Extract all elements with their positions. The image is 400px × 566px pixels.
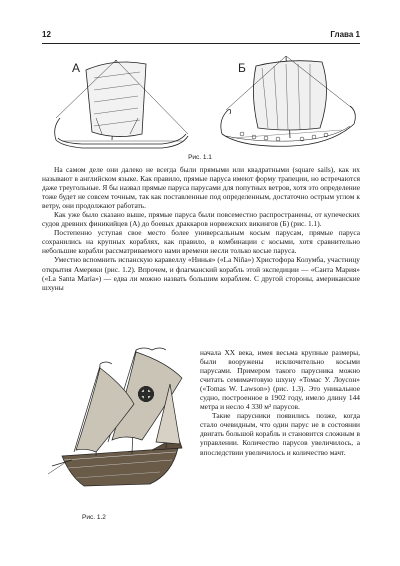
right-column-text <box>200 348 360 457</box>
paragraph: Постепенно уступая свое место более универсальным косым парусам, прямые паруса сохранились на крупных кораблях, как правило, в комбинации с косыми, хотя сравнительно небольшие корабли рассматриваемого нами времени несли только косые паруса. <box>42 228 360 256</box>
cross-emblem-icon <box>138 386 154 402</box>
paragraph: Как уже было сказано выше, прямые паруса были повсеместно распространены, от купеческих судов древних финикийцев (А) до боевых драккаров норвежских викингов (Б) (рис. 1.1). <box>42 210 360 229</box>
main-text <box>42 165 360 292</box>
paragraph: Такие парусники появились позже, когда стало очевидным, что один парус не в состоянии двигать большой корабль и становится сложным в управлении. Количество парусов увеличилось, а впоследствии увеличилось и количество мачт. <box>200 411 360 457</box>
paragraph: На самом деле они далеко не всегда были прямыми или квадратными (square sails), как их называют в английском языке. Как правило, прямые паруса имеют форму трапеции, но встречаются даже треугольные. Я бы назвал прямые паруса парусами для попутных ветров, хотя это определение тоже будет не совсем точным, так как поставленные под определенным, достаточно острым углом к ветру, они продолжают работать. <box>42 165 360 211</box>
paragraph: начала XX века, имея весьма крупные размеры, были вооружены исключительно косыми парусами. Примером такого парусника можно считать семимачтовую шхуну «Томас У. Лоусон» («Tomas W. Lawson») (рис. 1.3). Это уникальное судно, построенное в 1902 году, имело длину 144 метра и несло 4 330 м² парусов. <box>200 348 360 412</box>
running-header <box>42 30 360 42</box>
paragraph: Уместно вспомнить испанскую каравеллу «Нинья» («La Niña») Христофора Колумба, участницу открытия Америки (рис. 1.2). Впрочем, и флагманский корабль этой экспедиции — «Санта Мария» («La Santa María») — едва ли можно назвать большим кораблем. С другой стороны, американские шхуны <box>42 255 360 292</box>
chapter-title: Глава 1 <box>330 30 360 39</box>
page-number: 12 <box>42 30 51 39</box>
header-rule <box>42 43 360 44</box>
figure-1-1-ship-drawings <box>42 48 360 152</box>
figure-1-1-caption: Рис. 1.1 <box>188 154 212 161</box>
figure-1-2-caravel-nina <box>42 344 194 504</box>
label-a: А <box>72 61 81 75</box>
figure-1-2-caption: Рис. 1.2 <box>82 514 106 521</box>
label-b: Б <box>238 61 246 75</box>
